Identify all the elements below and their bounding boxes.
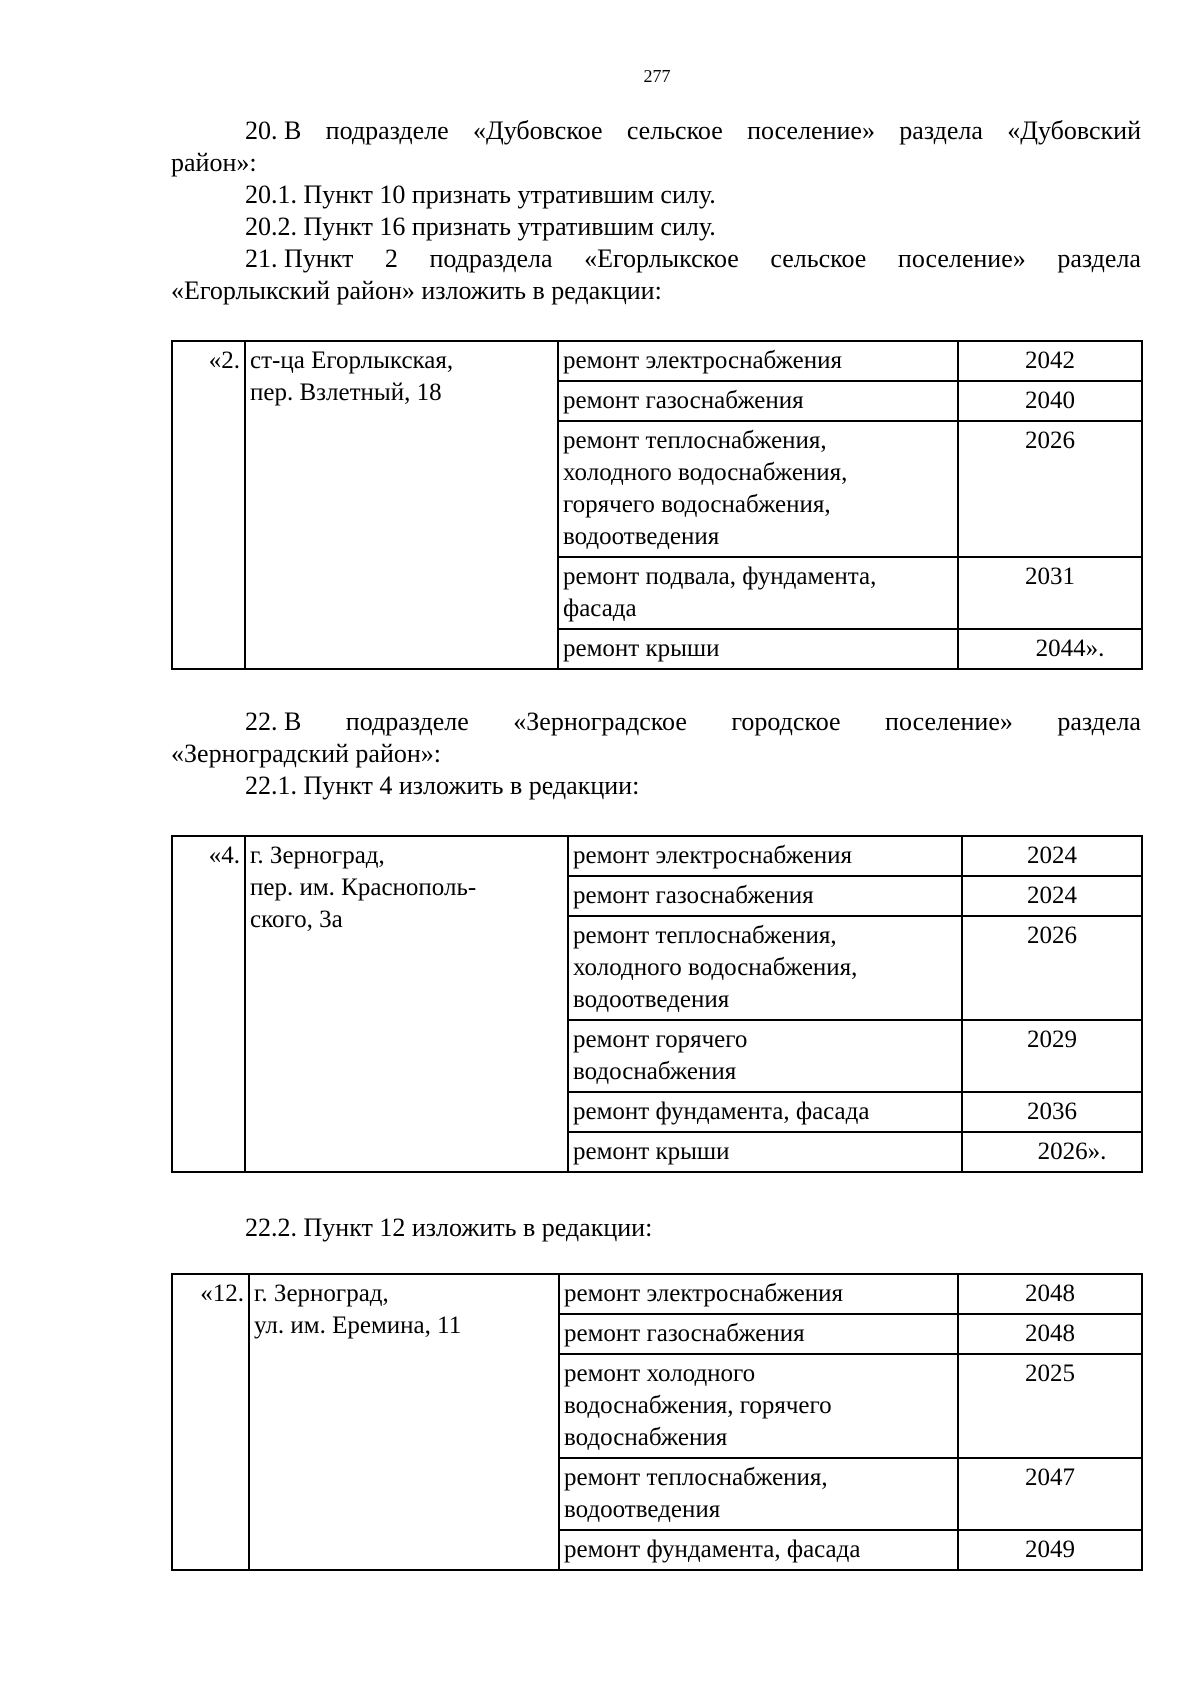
work-line: ремонт крыши xyxy=(573,1138,730,1165)
word: 2 xyxy=(384,244,398,273)
year-cell: 2047 xyxy=(958,1458,1142,1530)
table-item-12 xyxy=(171,1273,1143,1571)
work-cell xyxy=(568,836,962,876)
work-line: ремонт электроснабжения xyxy=(563,347,842,374)
work-line: ремонт фундамента, фасада xyxy=(573,1098,870,1125)
word: подразделе xyxy=(325,116,449,145)
work-cell xyxy=(568,916,962,1020)
year-cell: 2042 xyxy=(958,341,1142,381)
item-number: «12. xyxy=(172,1274,249,1570)
work-line: водоснабжения xyxy=(564,1424,728,1451)
paragraph-20-1: 20.1. Пункт 10 признать утратившим силу. xyxy=(245,180,716,209)
work-line: водоотведения xyxy=(573,986,730,1013)
work-line: ремонт электроснабжения xyxy=(573,842,852,869)
work-cell xyxy=(559,1274,958,1314)
address-line: пер. им. Краснополь- xyxy=(250,874,477,901)
word: подразделе xyxy=(345,707,469,736)
word: «Зерноградское xyxy=(513,707,687,736)
work-cell xyxy=(559,1354,958,1458)
paragraph-20-line-1 xyxy=(171,115,1141,147)
word: 21. Пункт xyxy=(245,244,354,273)
paragraph-20-2: 20.2. Пункт 16 признать утратившим силу. xyxy=(245,212,716,241)
work-cell xyxy=(558,421,958,557)
word: раздела xyxy=(899,116,983,145)
item-address xyxy=(249,1274,559,1570)
table-row xyxy=(172,1274,1142,1314)
work-line: ремонт холодного xyxy=(564,1360,756,1387)
work-line: ремонт крыши xyxy=(563,635,720,662)
year-cell: 2044». xyxy=(958,629,1142,669)
work-cell xyxy=(558,629,958,669)
word: «Егорлыкское xyxy=(584,244,739,273)
work-line: ремонт газоснабжения xyxy=(563,387,804,414)
paragraph-22-2-block xyxy=(171,1212,1141,1244)
year-cell: 2026 xyxy=(962,916,1142,1020)
word: поселение» xyxy=(897,244,1026,273)
word: поселение» xyxy=(885,707,1013,736)
work-cell xyxy=(558,381,958,421)
paragraph-21-line-2: «Егорлыкский район» изложить в редакции: xyxy=(171,276,662,305)
address-line: ул. им. Еремина, 11 xyxy=(254,1312,462,1339)
year-cell: 2024 xyxy=(962,876,1142,916)
table-row xyxy=(172,341,1142,381)
word: «Дубовский xyxy=(1007,116,1141,145)
work-line: ремонт газоснабжения xyxy=(564,1320,805,1347)
paragraph-20 xyxy=(171,115,1141,307)
work-line: водоснабжения xyxy=(573,1058,737,1085)
word: сельское xyxy=(770,244,867,273)
word: поселение» xyxy=(747,116,875,145)
year-cell: 2040 xyxy=(958,381,1142,421)
year-cell: 2025 xyxy=(958,1354,1142,1458)
year-cell: 2048 xyxy=(958,1274,1142,1314)
word: «Дубовское xyxy=(473,116,603,145)
work-line: ремонт фундамента, фасада xyxy=(564,1536,861,1563)
word: раздела xyxy=(1057,244,1141,273)
year-cell: 2048 xyxy=(958,1314,1142,1354)
work-line: холодного водоснабжения, xyxy=(563,459,848,486)
year-cell: 2024 xyxy=(962,836,1142,876)
year-cell: 2026 xyxy=(958,421,1142,557)
work-cell xyxy=(568,1020,962,1092)
paragraph-22-1: 22.1. Пункт 4 изложить в редакции: xyxy=(245,771,640,800)
work-line: водоотведения xyxy=(564,1496,721,1523)
work-line: водоотведения xyxy=(563,523,720,550)
word: городское xyxy=(731,707,841,736)
work-cell xyxy=(568,876,962,916)
paragraph-20-line-2: район»: xyxy=(171,148,257,177)
work-cell xyxy=(568,1132,962,1172)
year-cell: 2031 xyxy=(958,557,1142,629)
item-address xyxy=(245,836,568,1172)
year-cell: 2036 xyxy=(962,1092,1142,1132)
address-line: г. Зерноград, xyxy=(250,842,385,869)
work-line: ремонт горячего xyxy=(573,1026,748,1053)
item-address xyxy=(245,341,558,669)
work-line: ремонт газоснабжения xyxy=(573,882,814,909)
work-line: ремонт электроснабжения xyxy=(564,1280,843,1307)
table-item-4 xyxy=(171,835,1143,1173)
paragraph-22-line-2: «Зерноградский район»: xyxy=(171,739,442,768)
year-cell: 2029 xyxy=(962,1020,1142,1092)
work-line: ремонт теплоснабжения, xyxy=(563,427,827,454)
address-line: ского, 3а xyxy=(250,906,343,933)
paragraph-21-line-1 xyxy=(171,243,1141,275)
item-number: «4. xyxy=(172,836,245,1172)
address-line: г. Зерноград, xyxy=(254,1280,389,1307)
paragraph-22-line-1 xyxy=(171,706,1141,738)
word: подраздела xyxy=(429,244,553,273)
work-line: ремонт подвала, фундамента, xyxy=(563,563,877,590)
year-cell: 2049 xyxy=(958,1530,1142,1570)
page-number: 277 xyxy=(643,66,671,86)
year-cell: 2026». xyxy=(962,1132,1142,1172)
work-line: холодного водоснабжения, xyxy=(573,954,858,981)
word: 20. В xyxy=(245,116,302,145)
work-line: фасада xyxy=(563,595,637,622)
word: 22. В xyxy=(245,707,302,736)
item-number: «2. xyxy=(172,341,245,669)
address-line: пер. Взлетный, 18 xyxy=(250,379,442,406)
word: сельское xyxy=(626,116,723,145)
work-cell xyxy=(558,341,958,381)
word: раздела xyxy=(1057,707,1141,736)
work-line: ремонт теплоснабжения, xyxy=(573,922,837,949)
table-row xyxy=(172,836,1142,876)
paragraph-22 xyxy=(171,706,1141,802)
work-cell xyxy=(559,1314,958,1354)
table-item-2 xyxy=(171,340,1143,670)
work-cell xyxy=(559,1458,958,1530)
paragraph-22-2: 22.2. Пункт 12 изложить в редакции: xyxy=(245,1213,653,1242)
work-line: ремонт теплоснабжения, xyxy=(564,1464,828,1491)
work-line: водоснабжения, горячего xyxy=(564,1392,832,1419)
address-line: ст-ца Егорлыкская, xyxy=(250,347,454,374)
work-cell xyxy=(568,1092,962,1132)
work-line: горячего водоснабжения, xyxy=(563,491,831,518)
work-cell xyxy=(559,1530,958,1570)
work-cell xyxy=(558,557,958,629)
